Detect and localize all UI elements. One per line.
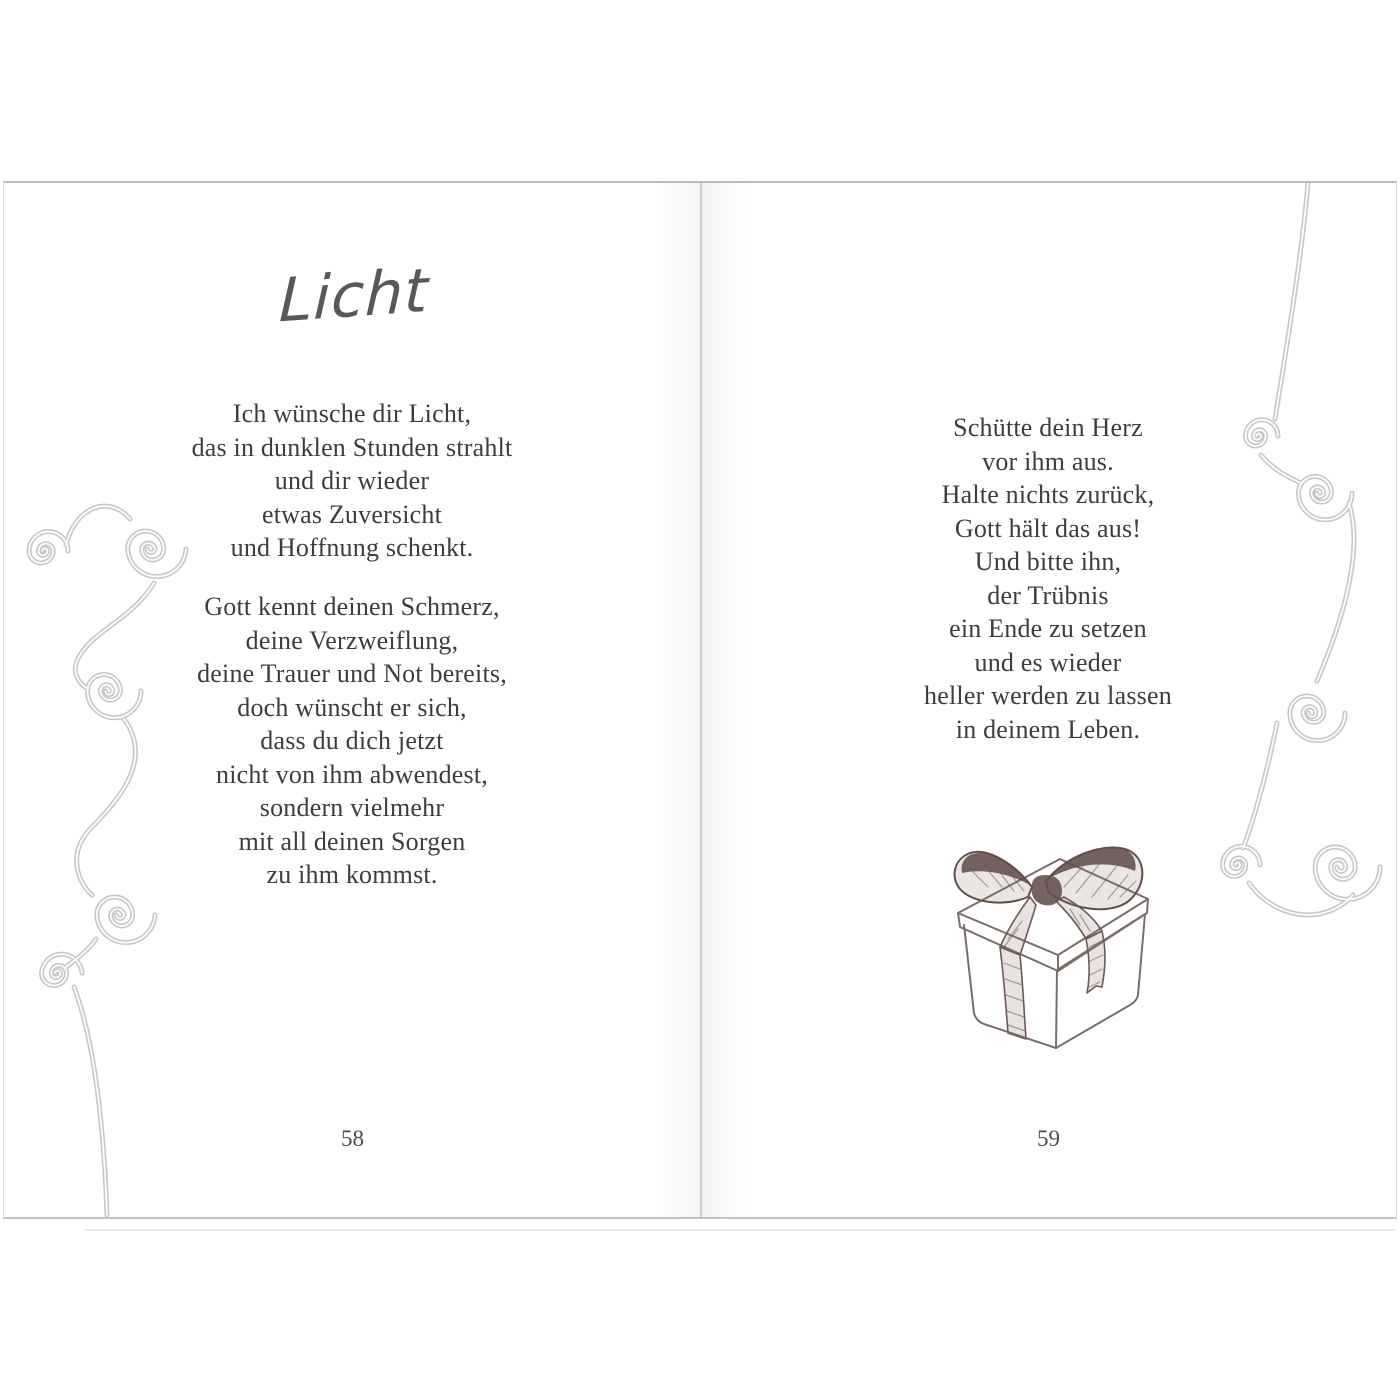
poem-line: heller werden zu lassen bbox=[924, 681, 1172, 710]
poem-line: Halte nichts zurück, bbox=[941, 480, 1155, 509]
poem-line: und Hoffnung schenkt. bbox=[230, 533, 474, 562]
poem-line: Gott hält das aus! bbox=[954, 513, 1142, 543]
spine-shadow-right bbox=[702, 183, 748, 1217]
poem-title: Licht bbox=[278, 255, 430, 337]
poem-line: Gott kennt deinen Schmerz, bbox=[204, 592, 500, 621]
poem-line: vor ihm aus. bbox=[982, 446, 1114, 476]
poem-line: deine Trauer und Not bereits, bbox=[197, 659, 507, 688]
page-right bbox=[701, 183, 1396, 1217]
page-left bbox=[4, 183, 701, 1217]
poem-line: sondern vielmehr bbox=[259, 793, 445, 822]
book-spine bbox=[700, 183, 702, 1217]
poem-stanza-2 bbox=[32, 590, 672, 892]
poem-line: zu ihm kommst. bbox=[266, 860, 438, 889]
spine-shadow-left bbox=[654, 183, 700, 1217]
poem-line: der Trübnis bbox=[987, 580, 1109, 610]
poem-line: und dir wieder bbox=[274, 466, 430, 495]
poem-line: etwas Zuversicht bbox=[261, 499, 443, 529]
poem-line: dass du dich jetzt bbox=[260, 726, 444, 755]
gift-box-illustration bbox=[944, 843, 1164, 1058]
poem-line: Ich wünsche dir Licht, bbox=[232, 399, 472, 428]
poem-line: Schütte dein Herz bbox=[953, 413, 1143, 442]
poem-line: in deinem Leben. bbox=[955, 714, 1141, 744]
poem-line: deine Verzweiflung, bbox=[245, 625, 459, 655]
poem-line: nicht von ihm abwendest, bbox=[216, 759, 488, 789]
poem-line: und es wieder bbox=[974, 647, 1122, 677]
poem-line: Und bitte ihn, bbox=[974, 547, 1122, 576]
book-spread bbox=[3, 181, 1397, 1219]
page-number-right: 59 bbox=[1037, 1126, 1060, 1151]
poem-line: doch wünscht er sich, bbox=[237, 692, 467, 722]
poem-stanza-1 bbox=[32, 397, 672, 565]
page-stack-edge-line bbox=[84, 1229, 1396, 1231]
page-number-left: 58 bbox=[341, 1126, 364, 1151]
poem-line: das in dunklen Stunden strahlt bbox=[191, 432, 513, 462]
poem-line: mit all deinen Sorgen bbox=[238, 826, 466, 856]
poem-stanza-right bbox=[728, 411, 1368, 746]
poem-line: ein Ende zu setzen bbox=[949, 614, 1147, 643]
